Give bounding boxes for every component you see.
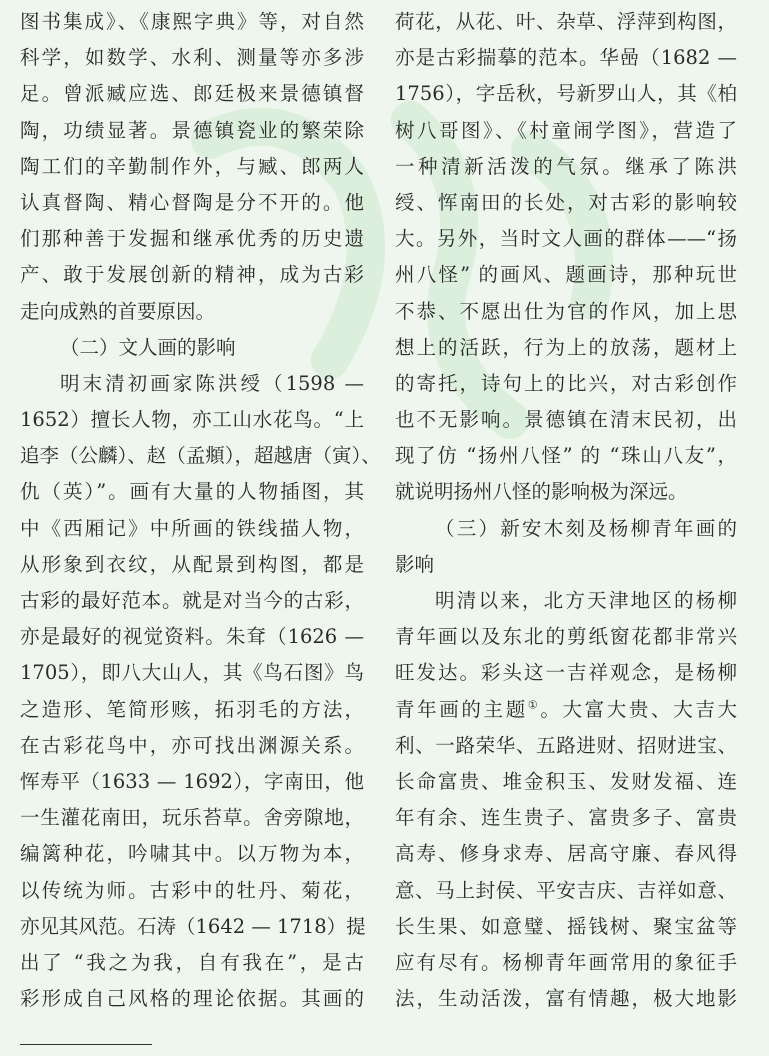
text-line: 一种清新活泼的气氛。继承了陈洪: [395, 154, 737, 178]
text-line: 一生灌花南田，玩乐苔草。舍旁隙地，: [20, 806, 364, 830]
text-line: （三）新安木刻及杨柳青年画的: [435, 516, 737, 540]
text-line: 恽寿平（1633 — 1692），字南田，他: [20, 769, 364, 793]
text-line: 陶，功绩显著。景德镇瓷业的繁荣除: [20, 118, 364, 142]
footnote-divider: [20, 1044, 152, 1045]
text-line: 就说明扬州八怪的影响极为深远。: [395, 480, 688, 504]
text-line: 彩形成自己风格的理论依据。其画的: [20, 987, 364, 1011]
text-line: 之造形、笔简形赅，拓羽毛的方法，: [20, 697, 364, 721]
left-column: [20, 4, 381, 1017]
text-line: 想上的活跃，行为上的放荡，题材上: [395, 335, 737, 359]
footnote-marker: ①: [527, 698, 541, 712]
text-line: 绶、恽南田的长处，对古彩的影响较: [395, 190, 737, 214]
text-line: 意、马上封侯、平安吉庆、吉祥如意、: [395, 878, 737, 902]
text-line: 也不无影响。景德镇在清末民初，出: [395, 408, 737, 432]
text-line: 长生果、如意璧、摇钱树、聚宝盆等: [395, 914, 737, 938]
text-line: 图书集成》、《康熙字典》等，对自然: [20, 10, 364, 33]
text-line: 长命富贵、堆金积玉、发财发福、连: [395, 769, 737, 793]
text-line: 走向成熟的首要原因。: [20, 299, 216, 323]
text-line: 州八怪” 的画风、题画诗，那种玩世: [395, 263, 737, 287]
text-line: 1756），字岳秋，号新罗山人，其《柏: [395, 82, 737, 106]
text-line: 认真督陶、精心督陶是分不开的。他: [20, 190, 364, 214]
text-line: 编篱种花，吟啸其中。以万物为本，: [20, 842, 364, 866]
text-line: 出了 “我之为我，自有我在”，是古: [20, 950, 364, 974]
text-line: （二）文人画的影响: [60, 335, 236, 359]
text-line: 青年画的主题①。大富大贵、大吉大: [395, 697, 737, 721]
text-line: 从形象到衣纹，从配景到构图，都是: [20, 552, 364, 576]
text-line: 追李（公麟）、赵（孟頫），超越唐（寅）、: [20, 444, 381, 468]
text-line: 大。另外，当时文人画的群体——“扬: [395, 227, 737, 251]
text-line: 古彩的最好范本。就是对当今的古彩，: [20, 589, 364, 612]
text-line: 1652）擅长人物，亦工山水花鸟。“上: [20, 408, 364, 432]
text-line: 产、敢于发展创新的精神，成为古彩: [20, 263, 364, 287]
text-line: 影响: [395, 552, 435, 576]
right-column: [395, 4, 737, 1017]
text-line: 青年画以及东北的剪纸窗花都非常兴: [395, 625, 737, 649]
text-line: 应有尽有。杨柳青年画常用的象征手: [395, 950, 737, 974]
text-line: 1705），即八大山人，其《鸟石图》鸟: [20, 661, 364, 685]
text-line: 年有余、连生贵子、富贵多子、富贵: [395, 806, 737, 830]
text-line: 高寿、修身求寿、居高守廉、春风得: [395, 842, 737, 866]
text-line: 旺发达。彩头这一吉祥观念，是杨柳: [395, 661, 737, 685]
text-line: 现了仿 “扬州八怪” 的 “珠山八友”，: [395, 444, 737, 468]
text-line: 利、一路荣华、五路进财、招财进宝、: [395, 733, 737, 757]
text-line: 亦见其风范。石涛（1642 — 1718）提: [20, 914, 366, 938]
text-line: 明末清初画家陈洪绶（1598 —: [60, 371, 364, 395]
text-line: 足。曾派臧应选、郎廷极来景德镇督: [20, 82, 364, 106]
text-line: 陶工们的辛勤制作外，与臧、郎两人: [20, 154, 364, 178]
text-line: 中《西厢记》中所画的铁线描人物，: [20, 516, 364, 540]
text-line: 法，生动活泼，富有情趣，极大地影: [395, 987, 737, 1011]
text-line: 树八哥图》、《村童闹学图》，营造了: [395, 118, 737, 142]
text-line: 亦是最好的视觉资料。朱耷（1626 —: [20, 625, 364, 649]
text-line: 仇（英）”。画有大量的人物插图，其: [20, 480, 364, 504]
text-line: 在古彩花鸟中，亦可找出渊源关系。: [20, 733, 364, 757]
text-line: 荷花，从花、叶、杂草、浮萍到构图，: [395, 10, 737, 33]
text-line: 科学，如数学、水利、测量等亦多涉: [20, 46, 364, 70]
text-line: 的寄托，诗句上的比兴，对古彩创作: [395, 371, 737, 395]
text-line: 明清以来，北方天津地区的杨柳: [435, 589, 737, 612]
text-line: 以传统为师。古彩中的牡丹、菊花，: [20, 878, 364, 902]
text-line: 不恭、不愿出仕为官的作风，加上思: [395, 299, 737, 323]
text-line: 亦是古彩揣摹的范本。华喦（1682 —: [395, 46, 737, 70]
text-line: 们那种善于发掘和继承优秀的历史遗: [20, 227, 364, 251]
